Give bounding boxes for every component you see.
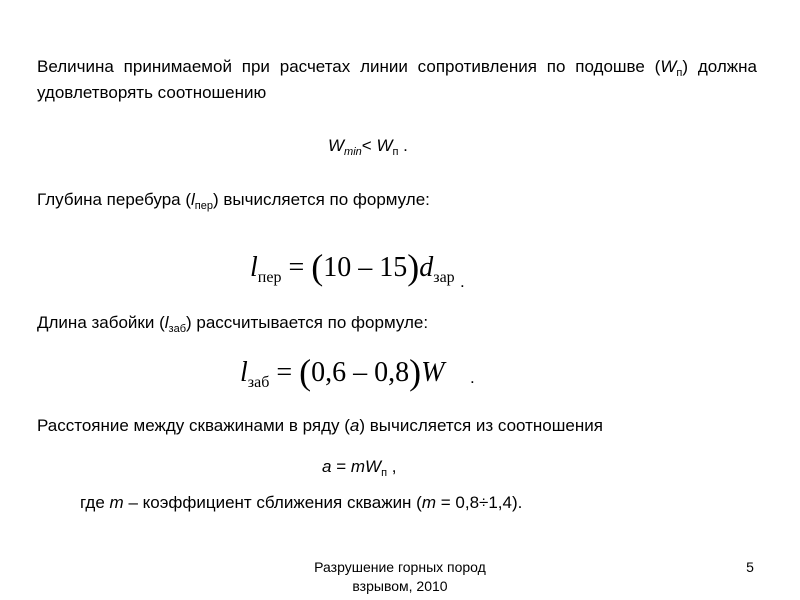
symbol-m: m	[421, 493, 437, 512]
formula-range: 10 – 15	[323, 252, 408, 283]
formula-l: l	[240, 357, 248, 388]
formula-equals: =	[269, 357, 300, 388]
symbol-w-min: W	[328, 136, 345, 155]
formula-d: d	[419, 252, 434, 283]
formula-rparen: )	[409, 352, 422, 392]
formula-comma: ,	[387, 457, 397, 476]
subscript-zab: заб	[168, 323, 186, 335]
paragraph-spacing	[37, 414, 603, 437]
formula-overdrill	[250, 243, 455, 285]
inequality-wmin-wp	[328, 134, 408, 160]
footer-line2: взрывом, 2010	[352, 578, 448, 594]
symbol-l: l	[164, 313, 169, 332]
paragraph-overdrill	[37, 188, 430, 214]
symbol-m: m	[109, 493, 124, 512]
formula-w: W	[421, 357, 445, 388]
paragraph-stemming	[37, 311, 428, 337]
subscript-per: пер	[194, 200, 213, 212]
paragraph-coefficient-text-mid: – коэффициент сближения скважин (	[123, 493, 422, 512]
paragraph-spacing-text-end: ) вычисляется из соотношения	[359, 416, 603, 435]
formula-rparen: )	[407, 247, 420, 287]
symbol-w: W	[660, 57, 677, 76]
paragraph-spacing-text: Расстояние между скважинами в ряду (	[37, 416, 350, 435]
paragraph-overdrill-text: Глубина перебура (	[37, 190, 192, 209]
paragraph-coefficient-text: где	[80, 493, 110, 512]
paragraph-wp-definition	[37, 55, 757, 104]
formula-l-sub: пер	[257, 269, 282, 286]
footer-line1: Разрушение горных пород	[314, 559, 486, 575]
formula-lparen: (	[299, 352, 312, 392]
formula-a: а	[322, 457, 332, 476]
formula-overdrill-dot: .	[460, 272, 465, 291]
symbol-w-p: W	[376, 136, 393, 155]
footer-title	[280, 558, 520, 596]
formula-range: 0,6 – 0,8	[311, 357, 410, 388]
formula-stemming	[240, 348, 444, 390]
paragraph-coefficient-text-end: = 0,8÷1,4).	[436, 493, 523, 512]
symbol-a: а	[349, 416, 360, 435]
page-number: 5	[746, 559, 754, 575]
paragraph-wp-line2: должна удовлетворять соотношению	[37, 57, 757, 102]
subscript-p: п	[676, 67, 683, 79]
formula-lparen: (	[311, 247, 324, 287]
subscript-min: min	[344, 146, 362, 158]
formula-m: m	[350, 457, 366, 476]
paragraph-overdrill-text-end: ) вычисляется по формуле:	[213, 190, 430, 209]
paragraph-stemming-text-end: ) рассчитывается по формуле:	[186, 313, 429, 332]
paragraph-coefficient	[80, 491, 522, 514]
formula-l: l	[250, 252, 258, 283]
paren-close: )	[682, 57, 689, 76]
formula-spacing	[322, 455, 396, 481]
less-than-operator: <	[361, 136, 377, 155]
formula-stemming-dot: .	[470, 368, 475, 387]
symbol-l: l	[191, 190, 195, 209]
formula-l-sub: заб	[247, 374, 270, 391]
period: .	[398, 136, 408, 155]
formula-equals: =	[331, 457, 351, 476]
formula-w: W	[365, 457, 382, 476]
subscript-p: п	[392, 146, 399, 158]
paragraph-wp-text: Величина принимаемой при расчетах линии сопротивления по подошве (	[37, 57, 661, 76]
formula-equals: =	[281, 252, 312, 283]
formula-d-sub: зар	[433, 269, 455, 286]
paragraph-stemming-text: Длина забойки (	[37, 313, 165, 332]
subscript-p: п	[381, 467, 388, 479]
